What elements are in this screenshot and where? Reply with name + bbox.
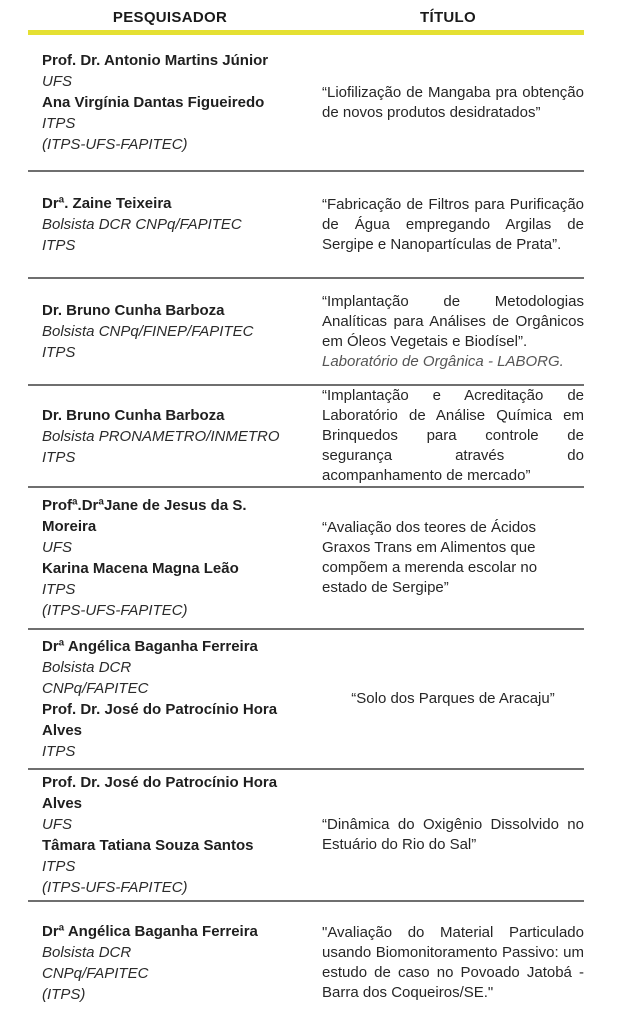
project-title: "Avaliação do Material Particulado usando Biomonitoramento Passivo: um estudo de caso no Povoado Jatobá - Barra dos Coqueiros/SE." <box>322 924 584 1001</box>
title-cell <box>322 386 584 486</box>
project-title: “Implantação e Acreditação de Laboratório de Análise Química em Brinquedos para controle de segurança através do acompanhamento de mercado” <box>322 387 584 484</box>
researcher-name: Ana Virgínia Dantas Figueiredo <box>42 94 265 111</box>
researcher-cell <box>28 193 312 256</box>
researcher-affiliation: ITPS <box>42 743 76 760</box>
column-header-pesquisador: PESQUISADOR <box>112 9 228 26</box>
researcher-name: Dr. Bruno Cunha Barboza <box>42 406 225 424</box>
researcher-affiliation: Bolsista DCR CNPq/FAPITEC <box>42 216 242 233</box>
researcher-affiliation: UFS <box>42 539 72 556</box>
project-title: “Dinâmica do Oxigênio Dissolvido no Estuário do Rio do Sal” <box>322 816 584 853</box>
title-cell <box>322 923 584 1003</box>
researcher-cell <box>28 921 312 1005</box>
table-row <box>28 768 584 900</box>
project-title: “Avaliação dos teores de Ácidos Graxos Trans em Alimentos que compõem a merenda escolar no estado de Sergipe” <box>322 519 538 596</box>
title-lab-note: Laboratório de Orgânica - LABORG. <box>322 352 564 370</box>
researcher-affiliation: (ITPS-UFS-FAPITEC) <box>42 136 188 153</box>
column-header-titulo: TÍTULO <box>420 9 476 26</box>
table-row <box>28 900 584 1024</box>
researcher-name: Prof. Dr. José do Patrocínio Hora Alves <box>42 701 278 739</box>
table-row <box>28 384 584 486</box>
table-header <box>28 0 584 30</box>
researcher-affiliation: (ITPS) <box>42 986 86 1003</box>
project-title: “Solo dos Parques de Aracaju” <box>351 690 555 707</box>
researcher-cell <box>28 405 312 468</box>
researcher-affiliation: (ITPS-UFS-FAPITEC) <box>42 879 188 896</box>
table-row <box>28 35 584 170</box>
project-title: “Implantação de Metodologias Analíticas para Análises de Orgânicos em Óleos Vegetais e Biodísel”. <box>322 292 584 350</box>
researcher-affiliation: CNPq/FAPITEC <box>42 680 149 697</box>
table-row <box>28 277 584 384</box>
researcher-name: Drª Angélica Baganha Ferreira <box>42 638 258 655</box>
researcher-name: Dr. Bruno Cunha Barboza <box>42 302 225 319</box>
table-row <box>28 486 584 628</box>
table-row <box>28 628 584 768</box>
researcher-cell <box>28 636 312 762</box>
table-row <box>28 170 584 277</box>
researcher-affiliation: Bolsista DCR <box>42 659 132 676</box>
researcher-name: Prof. Dr. José do Patrocínio Hora Alves <box>42 774 278 812</box>
researcher-affiliation: ITPS <box>42 448 76 466</box>
researcher-cell <box>28 300 312 363</box>
researcher-name: Prof. Dr. Antonio Martins Júnior <box>42 52 269 69</box>
researcher-name: Karina Macena Magna Leão <box>42 560 239 577</box>
researcher-affiliation: ITPS <box>42 115 76 132</box>
researcher-affiliation: ITPS <box>42 858 76 875</box>
researcher-affiliation: CNPq/FAPITEC <box>42 965 149 982</box>
researcher-name: Profª.DrªJane de Jesus da S. Moreira <box>42 497 247 535</box>
researcher-affiliation: UFS <box>42 73 72 90</box>
project-title: “Fabricação de Filtros para Purificação de Água empregando Argilas de Sergipe e Nanopartículas de Prata”. <box>322 195 584 253</box>
researcher-affiliation: Bolsista PRONAMETRO/INMETRO <box>42 427 280 445</box>
researcher-cell <box>28 50 312 155</box>
researcher-cell <box>28 772 312 898</box>
table-body <box>28 35 584 1024</box>
researcher-affiliation: Bolsista CNPq/FINEP/FAPITEC <box>42 323 254 340</box>
researcher-affiliation: UFS <box>42 816 72 833</box>
researcher-affiliation: ITPS <box>42 344 76 361</box>
researcher-name: Tâmara Tatiana Souza Santos <box>42 837 254 854</box>
researcher-name: Drª Angélica Baganha Ferreira <box>42 923 258 940</box>
researcher-affiliation: ITPS <box>42 581 76 598</box>
title-cell <box>322 815 584 855</box>
project-title: “Liofilização de Mangaba pra obtenção de novos produtos desidratados” <box>322 83 584 121</box>
title-cell <box>322 518 584 598</box>
researcher-cell <box>28 495 312 621</box>
title-cell <box>322 195 584 255</box>
title-cell <box>322 292 584 372</box>
title-cell <box>322 689 584 709</box>
researcher-name: Drª. Zaine Teixeira <box>42 195 172 212</box>
researcher-affiliation: (ITPS-UFS-FAPITEC) <box>42 602 188 619</box>
researcher-affiliation: ITPS <box>42 237 76 254</box>
title-cell <box>322 83 584 123</box>
researcher-affiliation: Bolsista DCR <box>42 944 132 961</box>
